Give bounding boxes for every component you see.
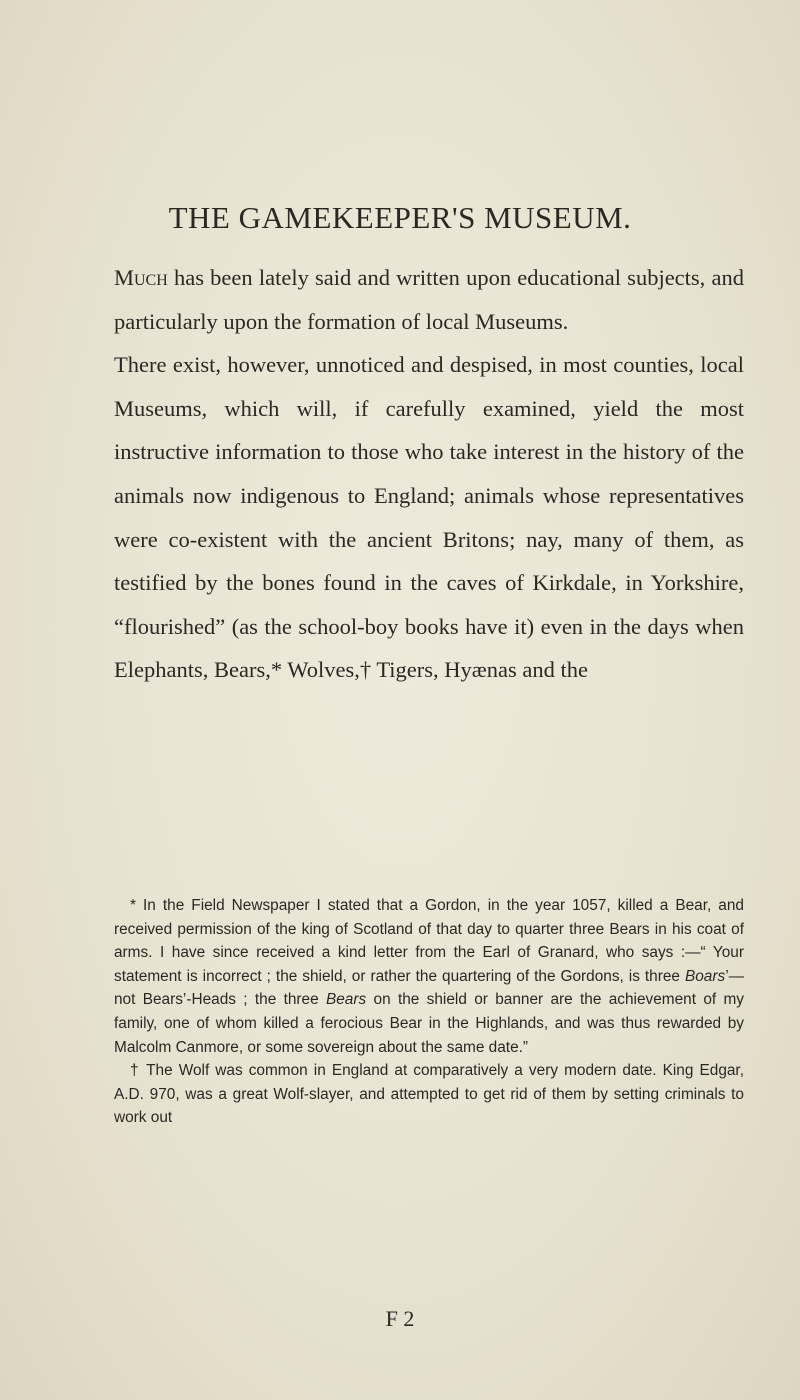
- signature-mark: F 2: [385, 1306, 415, 1331]
- paragraph-1-text: has been lately said and written upon educational subjects, and particularly upon the formation of local Museums.: [114, 265, 744, 334]
- footnote-2: † The Wolf was common in England at comparatively a very modern date. King Edgar, A.D. 970, was a great Wolf-slayer, and attempted to get rid of them by setting criminals to work out: [114, 1062, 744, 1127]
- main-text: [114, 256, 744, 692]
- paragraph-2: There exist, however, unnoticed and despised, in most counties, local Museums, which will, if carefully examined, yield the most instructive information to those who take interest in the history of the animals now indigenous to England; animals whose representatives were co-existent with the ancient Britons; nay, many of them, as testified by the bones found in the caves of Kirkdale, in Yorkshire, “flourished” (as the school-boy books have it) even in the days when Elephants, Bears,* Wolves,† Tigers, Hyænas and the: [114, 352, 744, 683]
- footnotes: [114, 894, 744, 1130]
- footnote-1-bears: Bears: [325, 991, 367, 1009]
- footnote-1-boars: Boars: [684, 967, 726, 985]
- footnote-1-part-c: on the shield or banner are the achievement of my family, one of whom killed a ferocious Bear in the Highlands, and was thus rewarded by Malcolm Canmore, or some sovereign about the same date.”: [114, 991, 744, 1056]
- footnote-1: [114, 894, 744, 1059]
- footnote-1-part-b: ’—not Bears’-Heads ; the three: [114, 967, 744, 1009]
- paragraph-1: [114, 256, 744, 343]
- opening-word: Much: [114, 265, 168, 290]
- footnote-1-part-a: * In the Field Newspaper I stated that a Gordon, in the year 1057, killed a Bear, and received permission of the king of Scotland of that day to quarter three Bears in his coat of arms. I have since received a kind letter from the Earl of Granard, who says :—“ Your statement is incorrect ; the shield, or rather the quartering of the Gordons, is three: [114, 897, 744, 985]
- page-title: THE GAMEKEEPER'S MUSEUM.: [168, 200, 632, 235]
